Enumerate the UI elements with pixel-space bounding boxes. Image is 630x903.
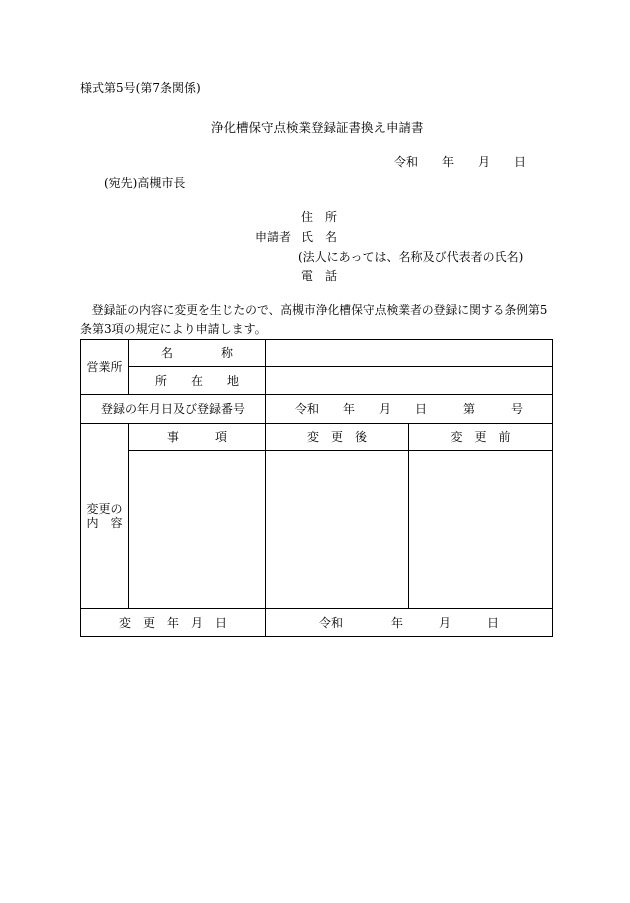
office-label: 営業所	[81, 340, 129, 395]
registration-value[interactable]: 令和 年 月 日 第 号	[266, 395, 553, 424]
date-line: 令和 年 月 日	[394, 155, 527, 169]
change-before-field[interactable]	[409, 451, 553, 609]
office-location-field[interactable]	[266, 367, 553, 395]
address-label: 住 所	[301, 210, 338, 224]
office-name-label: 名 称	[129, 340, 266, 367]
registration-label: 登録の年月日及び登録番号	[81, 395, 266, 424]
change-item-field[interactable]	[129, 451, 266, 609]
addressee: (宛先)高槻市長	[104, 176, 186, 190]
form-title: 浄化槽保守点検業登録証書換え申請書	[211, 120, 424, 135]
phone-label: 電 話	[301, 269, 338, 283]
name-label: 氏 名	[301, 230, 338, 244]
office-name-field[interactable]	[266, 340, 553, 367]
office-location-label: 所 在 地	[129, 367, 266, 395]
change-after-field[interactable]	[266, 451, 409, 609]
application-table	[80, 339, 553, 637]
body-text-line-1: 登録証の内容に変更を生じたので、高槻市浄化槽保守点検業者の登録に関する条例第5	[80, 303, 548, 317]
changes-label	[81, 424, 129, 609]
form-number: 様式第5号(第7条関係)	[80, 81, 201, 95]
corporate-note: (法人にあっては、名称及び代表者の氏名)	[298, 250, 524, 264]
col-after-header: 変 更 後	[266, 424, 409, 451]
changes-label-line-1: 変更の	[86, 502, 123, 516]
change-date-label: 変 更 年 月 日	[81, 609, 266, 637]
body-text-line-2: 条第3項の規定により申請します。	[80, 322, 267, 336]
change-date-value[interactable]: 令和 年 月 日	[266, 609, 553, 637]
changes-label-line-2: 内 容	[86, 516, 123, 530]
applicant-label: 申請者	[255, 230, 292, 244]
col-item-header: 事 項	[129, 424, 266, 451]
col-before-header: 変 更 前	[409, 424, 553, 451]
